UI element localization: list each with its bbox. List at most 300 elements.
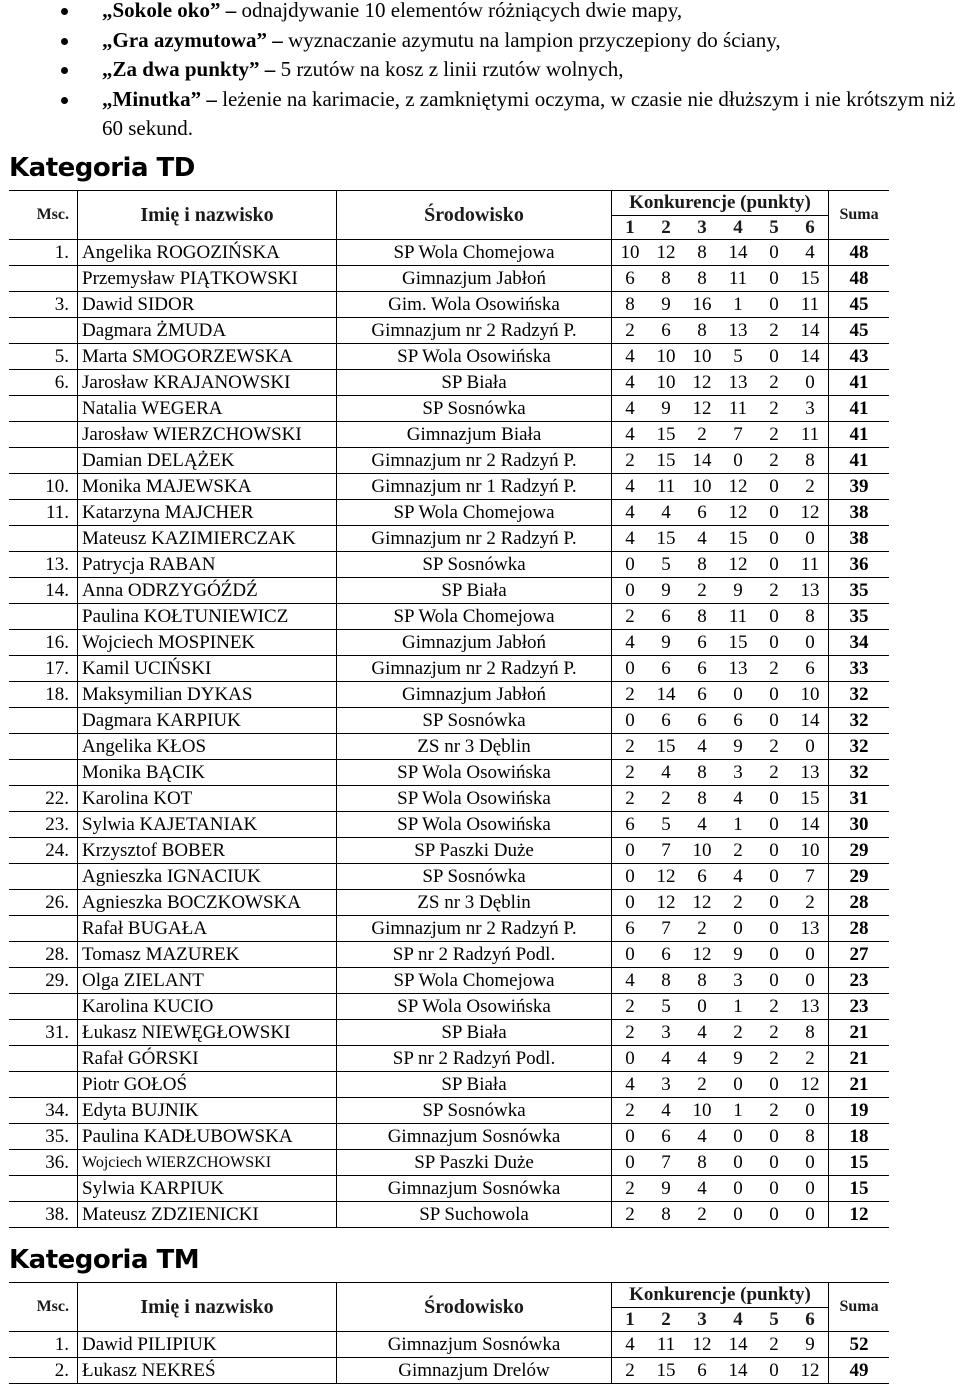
comp-2-cell: 5 — [648, 994, 684, 1020]
comp-1-cell: 4 — [612, 344, 649, 370]
sum-cell: 35 — [829, 604, 890, 630]
header-comp-5: 5 — [756, 216, 792, 240]
header-sum: Suma — [829, 191, 890, 240]
comp-5-cell: 0 — [756, 630, 792, 656]
place-cell: 18. — [9, 682, 78, 708]
comp-3-cell: 8 — [684, 968, 720, 994]
name-cell: Natalia WEGERA — [78, 396, 337, 422]
comp-2-cell: 15 — [648, 526, 684, 552]
place-cell: 1. — [9, 240, 78, 266]
comp-6-cell: 0 — [792, 734, 829, 760]
table-row — [9, 240, 889, 266]
comp-2-cell: 12 — [648, 890, 684, 916]
comp-4-cell: 14 — [720, 1358, 756, 1384]
sum-cell: 39 — [829, 474, 890, 500]
comp-3-cell: 12 — [684, 890, 720, 916]
name-cell: Dagmara ŻMUDA — [78, 318, 337, 344]
rule-title: „Gra azymutowa” – — [102, 27, 283, 52]
comp-6-cell: 8 — [792, 604, 829, 630]
comp-5-cell: 2 — [756, 760, 792, 786]
comp-3-cell: 8 — [684, 760, 720, 786]
comp-6-cell: 0 — [792, 968, 829, 994]
place-cell: 24. — [9, 838, 78, 864]
header-comp-5: 5 — [756, 1308, 792, 1332]
comp-4-cell: 1 — [720, 994, 756, 1020]
comp-3-cell: 16 — [684, 292, 720, 318]
comp-1-cell: 4 — [612, 396, 649, 422]
table-row — [9, 1332, 889, 1358]
comp-2-cell: 9 — [648, 292, 684, 318]
place-cell: 11. — [9, 500, 78, 526]
comp-2-cell: 3 — [648, 1020, 684, 1046]
comp-6-cell: 8 — [792, 1020, 829, 1046]
rule-text: 5 rzutów na kosz z linii rzutów wolnych, — [275, 57, 624, 81]
place-cell — [9, 1046, 78, 1072]
comp-6-cell: 0 — [792, 1150, 829, 1176]
place-cell: 10. — [9, 474, 78, 500]
comp-4-cell: 0 — [720, 1176, 756, 1202]
comp-6-cell: 2 — [792, 474, 829, 500]
table-row — [9, 1150, 889, 1176]
comp-6-cell: 15 — [792, 786, 829, 812]
comp-6-cell: 14 — [792, 344, 829, 370]
name-cell: Łukasz NEKREŚ — [78, 1358, 337, 1384]
table-row — [9, 1124, 889, 1150]
comp-5-cell: 0 — [756, 682, 792, 708]
comp-1-cell: 4 — [612, 474, 649, 500]
comp-6-cell: 2 — [792, 890, 829, 916]
sum-cell: 32 — [829, 708, 890, 734]
table-row — [9, 344, 889, 370]
name-cell: Tomasz MAZUREK — [78, 942, 337, 968]
school-cell: Gimnazjum Sosnówka — [337, 1124, 612, 1150]
sum-cell: 32 — [829, 734, 890, 760]
table-row — [9, 1202, 889, 1228]
name-cell: Dawid SIDOR — [78, 292, 337, 318]
school-cell: SP Wola Osowińska — [337, 760, 612, 786]
header-comp-2: 2 — [648, 1308, 684, 1332]
comp-3-cell: 0 — [684, 994, 720, 1020]
table-row — [9, 500, 889, 526]
comp-1-cell: 2 — [612, 760, 649, 786]
school-cell: Gimnazjum nr 2 Radzyń P. — [337, 448, 612, 474]
comp-5-cell: 0 — [756, 1202, 792, 1228]
comp-2-cell: 7 — [648, 1150, 684, 1176]
comp-4-cell: 11 — [720, 604, 756, 630]
name-cell: Paulina KADŁUBOWSKA — [78, 1124, 337, 1150]
comp-1-cell: 4 — [612, 1072, 649, 1098]
comp-3-cell: 6 — [684, 630, 720, 656]
comp-3-cell: 6 — [684, 708, 720, 734]
comp-5-cell: 0 — [756, 708, 792, 734]
comp-4-cell: 11 — [720, 396, 756, 422]
comp-6-cell: 0 — [792, 630, 829, 656]
comp-6-cell: 11 — [792, 422, 829, 448]
comp-5-cell: 2 — [756, 1332, 792, 1358]
header-comp-4: 4 — [720, 1308, 756, 1332]
comp-6-cell: 14 — [792, 812, 829, 838]
comp-6-cell: 0 — [792, 1098, 829, 1124]
comp-5-cell: 2 — [756, 318, 792, 344]
comp-5-cell: 0 — [756, 864, 792, 890]
header-sum: Suma — [829, 1283, 890, 1332]
table-row — [9, 968, 889, 994]
comp-2-cell: 12 — [648, 864, 684, 890]
comp-6-cell: 0 — [792, 370, 829, 396]
comp-5-cell: 0 — [756, 812, 792, 838]
comp-1-cell: 4 — [612, 500, 649, 526]
table-row — [9, 422, 889, 448]
school-cell: SP Sosnówka — [337, 552, 612, 578]
comp-6-cell: 8 — [792, 448, 829, 474]
school-cell: SP Paszki Duże — [337, 838, 612, 864]
comp-4-cell: 9 — [720, 734, 756, 760]
name-cell: Paulina KOŁTUNIEWICZ — [78, 604, 337, 630]
sum-cell: 21 — [829, 1072, 890, 1098]
comp-6-cell: 4 — [792, 240, 829, 266]
comp-4-cell: 13 — [720, 370, 756, 396]
sum-cell: 29 — [829, 838, 890, 864]
header-school: Środowisko — [337, 191, 612, 240]
comp-5-cell: 0 — [756, 474, 792, 500]
sum-cell: 33 — [829, 656, 890, 682]
comp-4-cell: 3 — [720, 968, 756, 994]
table-row — [9, 1020, 889, 1046]
comp-5-cell: 0 — [756, 838, 792, 864]
comp-6-cell: 15 — [792, 266, 829, 292]
name-cell: Angelika ROGOZIŃSKA — [78, 240, 337, 266]
school-cell: SP Biała — [337, 1020, 612, 1046]
school-cell: Gimnazjum Biała — [337, 422, 612, 448]
place-cell: 36. — [9, 1150, 78, 1176]
table-row — [9, 786, 889, 812]
name-cell: Monika MAJEWSKA — [78, 474, 337, 500]
comp-2-cell: 14 — [648, 682, 684, 708]
comp-4-cell: 4 — [720, 864, 756, 890]
comp-2-cell: 6 — [648, 656, 684, 682]
school-cell: Gimnazjum nr 1 Radzyń P. — [337, 474, 612, 500]
header-comp-1: 1 — [612, 216, 649, 240]
comp-2-cell: 9 — [648, 396, 684, 422]
sum-cell: 34 — [829, 630, 890, 656]
table-body — [9, 240, 889, 1228]
comp-1-cell: 2 — [612, 318, 649, 344]
school-cell: SP Suchowola — [337, 1202, 612, 1228]
school-cell: SP nr 2 Radzyń Podl. — [337, 1046, 612, 1072]
comp-3-cell: 10 — [684, 344, 720, 370]
name-cell: Jarosław WIERZCHOWSKI — [78, 422, 337, 448]
name-cell: Rafał GÓRSKI — [78, 1046, 337, 1072]
comp-2-cell: 2 — [648, 786, 684, 812]
comp-2-cell: 15 — [648, 1358, 684, 1384]
comp-1-cell: 4 — [612, 968, 649, 994]
name-cell: Kamil UCIŃSKI — [78, 656, 337, 682]
comp-4-cell: 2 — [720, 1020, 756, 1046]
name-cell: Dawid PILIPIUK — [78, 1332, 337, 1358]
rule-item — [52, 26, 958, 56]
place-cell: 6. — [9, 370, 78, 396]
comp-3-cell: 4 — [684, 1124, 720, 1150]
header-msc: Msc. — [9, 1283, 78, 1332]
comp-1-cell: 8 — [612, 292, 649, 318]
name-cell: Wojciech WIERZCHOWSKI — [78, 1150, 337, 1176]
table-row — [9, 1176, 889, 1202]
name-cell: Sylwia KARPIUK — [78, 1176, 337, 1202]
comp-3-cell: 2 — [684, 916, 720, 942]
rule-title: „Minutka” – — [102, 86, 217, 111]
comp-4-cell: 14 — [720, 1332, 756, 1358]
comp-2-cell: 6 — [648, 604, 684, 630]
comp-3-cell: 12 — [684, 1332, 720, 1358]
comp-4-cell: 0 — [720, 448, 756, 474]
comp-5-cell: 0 — [756, 942, 792, 968]
comp-1-cell: 2 — [612, 1358, 649, 1384]
table-row — [9, 1072, 889, 1098]
sum-cell: 35 — [829, 578, 890, 604]
comp-3-cell: 4 — [684, 526, 720, 552]
school-cell: SP Wola Chomejowa — [337, 500, 612, 526]
comp-5-cell: 0 — [756, 266, 792, 292]
comp-1-cell: 4 — [612, 422, 649, 448]
comp-5-cell: 0 — [756, 292, 792, 318]
comp-6-cell: 11 — [792, 552, 829, 578]
comp-1-cell: 0 — [612, 890, 649, 916]
rule-text: odnajdywanie 10 elementów różniących dwie mapy, — [236, 0, 683, 22]
comp-4-cell: 11 — [720, 266, 756, 292]
comp-3-cell: 6 — [684, 1358, 720, 1384]
comp-4-cell: 14 — [720, 240, 756, 266]
comp-5-cell: 2 — [756, 994, 792, 1020]
comp-5-cell: 0 — [756, 344, 792, 370]
results-table — [9, 1282, 889, 1384]
comp-5-cell: 0 — [756, 552, 792, 578]
name-cell: Patrycja RABAN — [78, 552, 337, 578]
header-comp-2: 2 — [648, 216, 684, 240]
header-name: Imię i nazwisko — [78, 1283, 337, 1332]
comp-2-cell: 11 — [648, 474, 684, 500]
comp-3-cell: 8 — [684, 318, 720, 344]
table-body — [9, 1332, 889, 1384]
table-row — [9, 578, 889, 604]
sum-cell: 32 — [829, 682, 890, 708]
name-cell: Łukasz NIEWĘGŁOWSKI — [78, 1020, 337, 1046]
table-row — [9, 734, 889, 760]
sum-cell: 23 — [829, 968, 890, 994]
table-row — [9, 292, 889, 318]
comp-6-cell: 2 — [792, 1046, 829, 1072]
comp-4-cell: 13 — [720, 318, 756, 344]
school-cell: Gimnazjum nr 2 Radzyń P. — [337, 318, 612, 344]
header-comp-3: 3 — [684, 216, 720, 240]
comp-5-cell: 0 — [756, 968, 792, 994]
place-cell — [9, 1072, 78, 1098]
school-cell: SP Biała — [337, 1072, 612, 1098]
comp-3-cell: 4 — [684, 812, 720, 838]
place-cell: 13. — [9, 552, 78, 578]
sum-cell: 48 — [829, 240, 890, 266]
place-cell: 29. — [9, 968, 78, 994]
sum-cell: 43 — [829, 344, 890, 370]
comp-1-cell: 4 — [612, 370, 649, 396]
comp-1-cell: 0 — [612, 942, 649, 968]
comp-3-cell: 8 — [684, 604, 720, 630]
comp-2-cell: 9 — [648, 630, 684, 656]
table-row — [9, 864, 889, 890]
bullet-icon — [61, 67, 68, 74]
place-cell — [9, 422, 78, 448]
comp-6-cell: 10 — [792, 682, 829, 708]
school-cell: SP Sosnówka — [337, 708, 612, 734]
comp-2-cell: 6 — [648, 708, 684, 734]
comp-6-cell: 11 — [792, 292, 829, 318]
table-row — [9, 1098, 889, 1124]
table-row — [9, 890, 889, 916]
comp-2-cell: 4 — [648, 500, 684, 526]
comp-2-cell: 15 — [648, 734, 684, 760]
name-cell: Jarosław KRAJANOWSKI — [78, 370, 337, 396]
comp-5-cell: 0 — [756, 786, 792, 812]
school-cell: SP Sosnówka — [337, 1098, 612, 1124]
comp-4-cell: 9 — [720, 942, 756, 968]
sum-cell: 38 — [829, 500, 890, 526]
name-cell: Damian DELĄŻEK — [78, 448, 337, 474]
comp-4-cell: 12 — [720, 474, 756, 500]
place-cell: 34. — [9, 1098, 78, 1124]
category-title: Kategoria TM — [9, 1245, 200, 1275]
comp-5-cell: 0 — [756, 890, 792, 916]
name-cell: Agnieszka IGNACIUK — [78, 864, 337, 890]
table-row — [9, 994, 889, 1020]
comp-2-cell: 7 — [648, 838, 684, 864]
sum-cell: 29 — [829, 864, 890, 890]
sum-cell: 31 — [829, 786, 890, 812]
school-cell: Gimnazjum Drelów — [337, 1358, 612, 1384]
comp-5-cell: 2 — [756, 448, 792, 474]
comp-4-cell: 2 — [720, 890, 756, 916]
comp-3-cell: 2 — [684, 422, 720, 448]
comp-4-cell: 0 — [720, 682, 756, 708]
sum-cell: 41 — [829, 370, 890, 396]
school-cell: Gim. Wola Osowińska — [337, 292, 612, 318]
comp-3-cell: 12 — [684, 396, 720, 422]
comp-1-cell: 4 — [612, 630, 649, 656]
comp-4-cell: 3 — [720, 760, 756, 786]
sum-cell: 38 — [829, 526, 890, 552]
results-table — [9, 190, 889, 1228]
comp-1-cell: 10 — [612, 240, 649, 266]
school-cell: ZS nr 3 Dęblin — [337, 890, 612, 916]
sum-cell: 45 — [829, 318, 890, 344]
comp-2-cell: 8 — [648, 968, 684, 994]
category-title: Kategoria TD — [9, 153, 195, 183]
comp-6-cell: 13 — [792, 578, 829, 604]
comp-4-cell: 0 — [720, 1072, 756, 1098]
comp-2-cell: 15 — [648, 448, 684, 474]
comp-1-cell: 2 — [612, 1098, 649, 1124]
sum-cell: 15 — [829, 1150, 890, 1176]
place-cell: 22. — [9, 786, 78, 812]
name-cell: Marta SMOGORZEWSKA — [78, 344, 337, 370]
comp-5-cell: 0 — [756, 526, 792, 552]
header-competitions: Konkurencje (punkty) — [612, 191, 829, 216]
name-cell: Dagmara KARPIUK — [78, 708, 337, 734]
comp-4-cell: 15 — [720, 526, 756, 552]
place-cell — [9, 1176, 78, 1202]
table-row — [9, 266, 889, 292]
comp-2-cell: 10 — [648, 344, 684, 370]
header-competitions: Konkurencje (punkty) — [612, 1283, 829, 1308]
school-cell: Gimnazjum nr 2 Radzyń P. — [337, 916, 612, 942]
rules-list — [52, 0, 958, 148]
place-cell: 5. — [9, 344, 78, 370]
table-row — [9, 682, 889, 708]
school-cell: SP Wola Chomejowa — [337, 240, 612, 266]
school-cell: Gimnazjum nr 2 Radzyń P. — [337, 526, 612, 552]
bullet-icon — [61, 38, 68, 45]
comp-5-cell: 2 — [756, 734, 792, 760]
place-cell: 2. — [9, 1358, 78, 1384]
school-cell: Gimnazjum Sosnówka — [337, 1332, 612, 1358]
comp-4-cell: 1 — [720, 812, 756, 838]
comp-3-cell: 6 — [684, 682, 720, 708]
table-row — [9, 630, 889, 656]
header-comp-6: 6 — [792, 1308, 829, 1332]
rule-item — [52, 0, 958, 26]
name-cell: Olga ZIELANT — [78, 968, 337, 994]
comp-4-cell: 0 — [720, 1150, 756, 1176]
name-cell: Krzysztof BOBER — [78, 838, 337, 864]
name-cell: Sylwia KAJETANIAK — [78, 812, 337, 838]
comp-3-cell: 12 — [684, 370, 720, 396]
name-cell: Karolina KUCIO — [78, 994, 337, 1020]
comp-2-cell: 3 — [648, 1072, 684, 1098]
name-cell: Katarzyna MAJCHER — [78, 500, 337, 526]
school-cell: SP Wola Osowińska — [337, 786, 612, 812]
rule-text: leżenie na karimacie, z zamkniętymi oczyma, w czasie nie dłuższym i nie krótszym niż 60 sekund. — [102, 86, 956, 140]
comp-3-cell: 12 — [684, 942, 720, 968]
school-cell: SP Wola Osowińska — [337, 994, 612, 1020]
comp-5-cell: 2 — [756, 1098, 792, 1124]
comp-6-cell: 14 — [792, 708, 829, 734]
comp-5-cell: 0 — [756, 1124, 792, 1150]
comp-1-cell: 4 — [612, 526, 649, 552]
place-cell: 17. — [9, 656, 78, 682]
comp-1-cell: 2 — [612, 448, 649, 474]
comp-5-cell: 2 — [756, 656, 792, 682]
comp-4-cell: 0 — [720, 1202, 756, 1228]
table-row — [9, 1358, 889, 1384]
name-cell: Przemysław PIĄTKOWSKI — [78, 266, 337, 292]
comp-1-cell: 0 — [612, 838, 649, 864]
comp-4-cell: 1 — [720, 1098, 756, 1124]
name-cell: Mateusz KAZIMIERCZAK — [78, 526, 337, 552]
school-cell: SP Wola Chomejowa — [337, 968, 612, 994]
place-cell: 28. — [9, 942, 78, 968]
school-cell: Gimnazjum Jabłoń — [337, 266, 612, 292]
comp-2-cell: 5 — [648, 552, 684, 578]
comp-3-cell: 10 — [684, 1098, 720, 1124]
header-comp-3: 3 — [684, 1308, 720, 1332]
comp-1-cell: 2 — [612, 682, 649, 708]
table-row — [9, 604, 889, 630]
comp-6-cell: 13 — [792, 916, 829, 942]
comp-3-cell: 2 — [684, 1202, 720, 1228]
school-cell: SP nr 2 Radzyń Podl. — [337, 942, 612, 968]
comp-6-cell: 0 — [792, 942, 829, 968]
comp-5-cell: 0 — [756, 1150, 792, 1176]
sum-cell: 28 — [829, 890, 890, 916]
comp-6-cell: 6 — [792, 656, 829, 682]
